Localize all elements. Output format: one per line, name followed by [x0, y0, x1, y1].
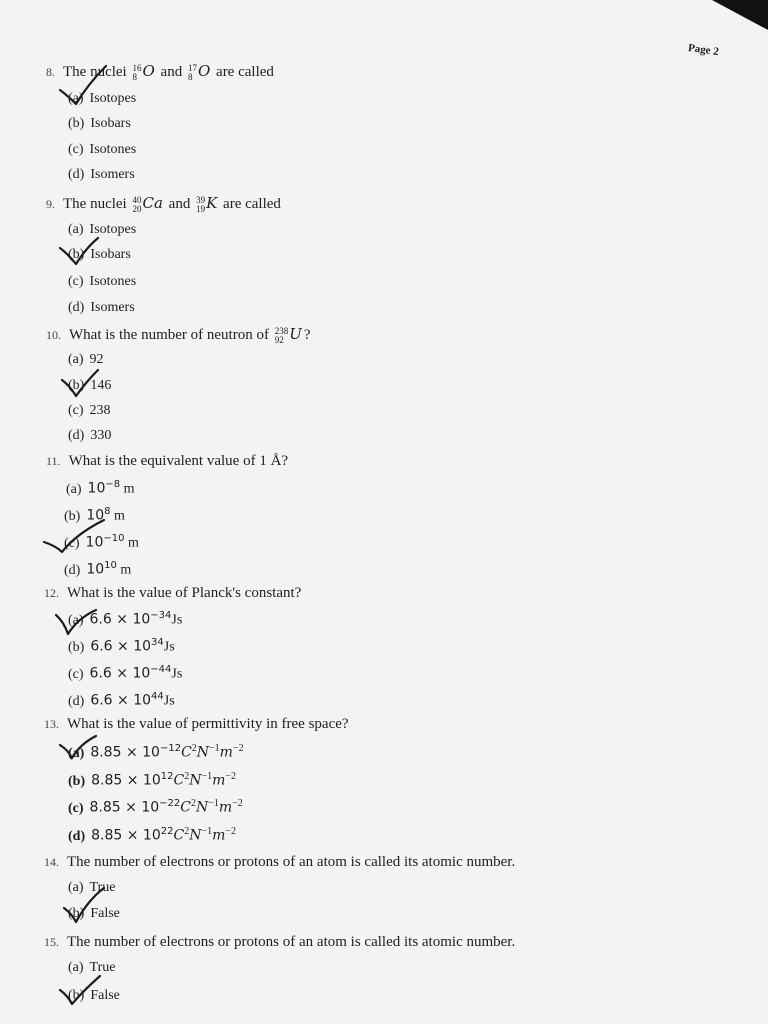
question-number: 14. — [44, 855, 59, 869]
option-11d[interactable]: (d) $10^{10}$ m — [64, 560, 132, 578]
question-number: 8. — [46, 65, 55, 79]
question-10 — [46, 325, 311, 345]
option-9b[interactable]: (b) Isobars — [68, 247, 131, 262]
option-12b[interactable]: (b) $6.6 \times 10^{34}Js$ — [68, 637, 175, 655]
nuclide-2: 17 8 O — [187, 62, 211, 82]
option-13b[interactable]: (b) $8.85 \times 10^{12}C^2N^{-1}m^{-2}$ — [68, 771, 237, 789]
option-13d[interactable]: (d) $8.85 \times 10^{22}C^2N^{-1}m^{-2}$ — [68, 826, 237, 844]
question-text: The number of electrons or protons of an atom is called its atomic number. — [67, 934, 516, 950]
question-number: 13. — [44, 717, 59, 731]
question-number: 15. — [44, 935, 59, 949]
question-number: 9. — [46, 197, 55, 211]
option-8d[interactable]: (d) Isomers — [68, 167, 135, 182]
option-12c[interactable]: (c) $6.6 \times 10^{-44}Js$ — [68, 664, 183, 682]
option-11a[interactable]: (a) $10^{-8}$ m — [66, 479, 135, 497]
option-14a[interactable]: (a) True — [68, 880, 116, 895]
dark-corner — [698, 0, 768, 30]
option-12d[interactable]: (d) $6.6 \times 10^{44}Js$ — [68, 691, 175, 709]
option-9d[interactable]: (d) Isomers — [68, 300, 135, 315]
option-10b[interactable]: (b) 146 — [68, 378, 112, 393]
connector: and — [168, 196, 191, 212]
option-10c[interactable]: (c) 238 — [68, 403, 111, 418]
nuclide-1: 16 8 O — [132, 62, 155, 82]
question-text: The number of electrons or protons of an atom is called its atomic number. — [67, 854, 516, 870]
question-number: 12. — [44, 586, 59, 600]
question-text: What is the value of Planck's constant? — [67, 585, 302, 601]
question-prefix: The nuclei — [63, 64, 127, 80]
option-12a[interactable]: (a) $6.6 \times 10^{-34}Js$ — [68, 610, 183, 628]
connector: and — [160, 64, 183, 80]
question-13 — [44, 716, 349, 733]
question-suffix: ? — [303, 327, 311, 343]
question-11 — [46, 453, 288, 470]
option-9c[interactable]: (c) Isotones — [68, 274, 137, 289]
question-number: 11. — [46, 454, 61, 468]
option-8c[interactable]: (c) Isotones — [68, 142, 137, 157]
option-9a[interactable]: (a) Isotopes — [68, 222, 137, 237]
question-12 — [44, 585, 301, 602]
option-13a[interactable]: (a) $8.85 \times 10^{-12}C^2N^{-1}m^{-2}$ — [68, 743, 244, 761]
option-15a[interactable]: (a) True — [68, 960, 116, 975]
question-8 — [46, 62, 274, 82]
option-15b[interactable]: (b) False — [68, 988, 120, 1003]
option-10a[interactable]: (a) 92 — [68, 352, 104, 367]
nuclide-2: 39 19 K — [196, 194, 218, 214]
question-9 — [46, 194, 281, 214]
page-label: Page 2 — [687, 41, 720, 59]
question-15 — [44, 934, 515, 951]
question-prefix: What is the number of neutron of — [69, 327, 269, 343]
option-13c[interactable]: (c) $8.85 \times 10^{-22}C^2N^{-1}m^{-2}$ — [68, 798, 243, 816]
question-suffix: are called — [216, 64, 274, 80]
nuclide-1: 40 20 Ca — [132, 194, 163, 214]
option-11c[interactable]: (c) $10^{-10}$ m — [64, 533, 139, 551]
question-text: What is the value of permittivity in free space? — [67, 716, 349, 732]
option-8b[interactable]: (b) Isobars — [68, 116, 131, 131]
question-14 — [44, 854, 515, 871]
question-number: 10. — [46, 328, 61, 342]
option-11b[interactable]: (b) $10^8$ m — [64, 506, 125, 524]
nuclide-1: 238 92 U — [274, 325, 302, 345]
option-10d[interactable]: (d) 330 — [68, 428, 112, 443]
option-14b[interactable]: (b) False — [68, 906, 120, 921]
question-suffix: are called — [223, 196, 281, 212]
question-text: What is the equivalent value of 1 Å? — [68, 453, 289, 469]
question-prefix: The nuclei — [63, 196, 127, 212]
option-8a[interactable]: (a) Isotopes — [68, 91, 137, 106]
